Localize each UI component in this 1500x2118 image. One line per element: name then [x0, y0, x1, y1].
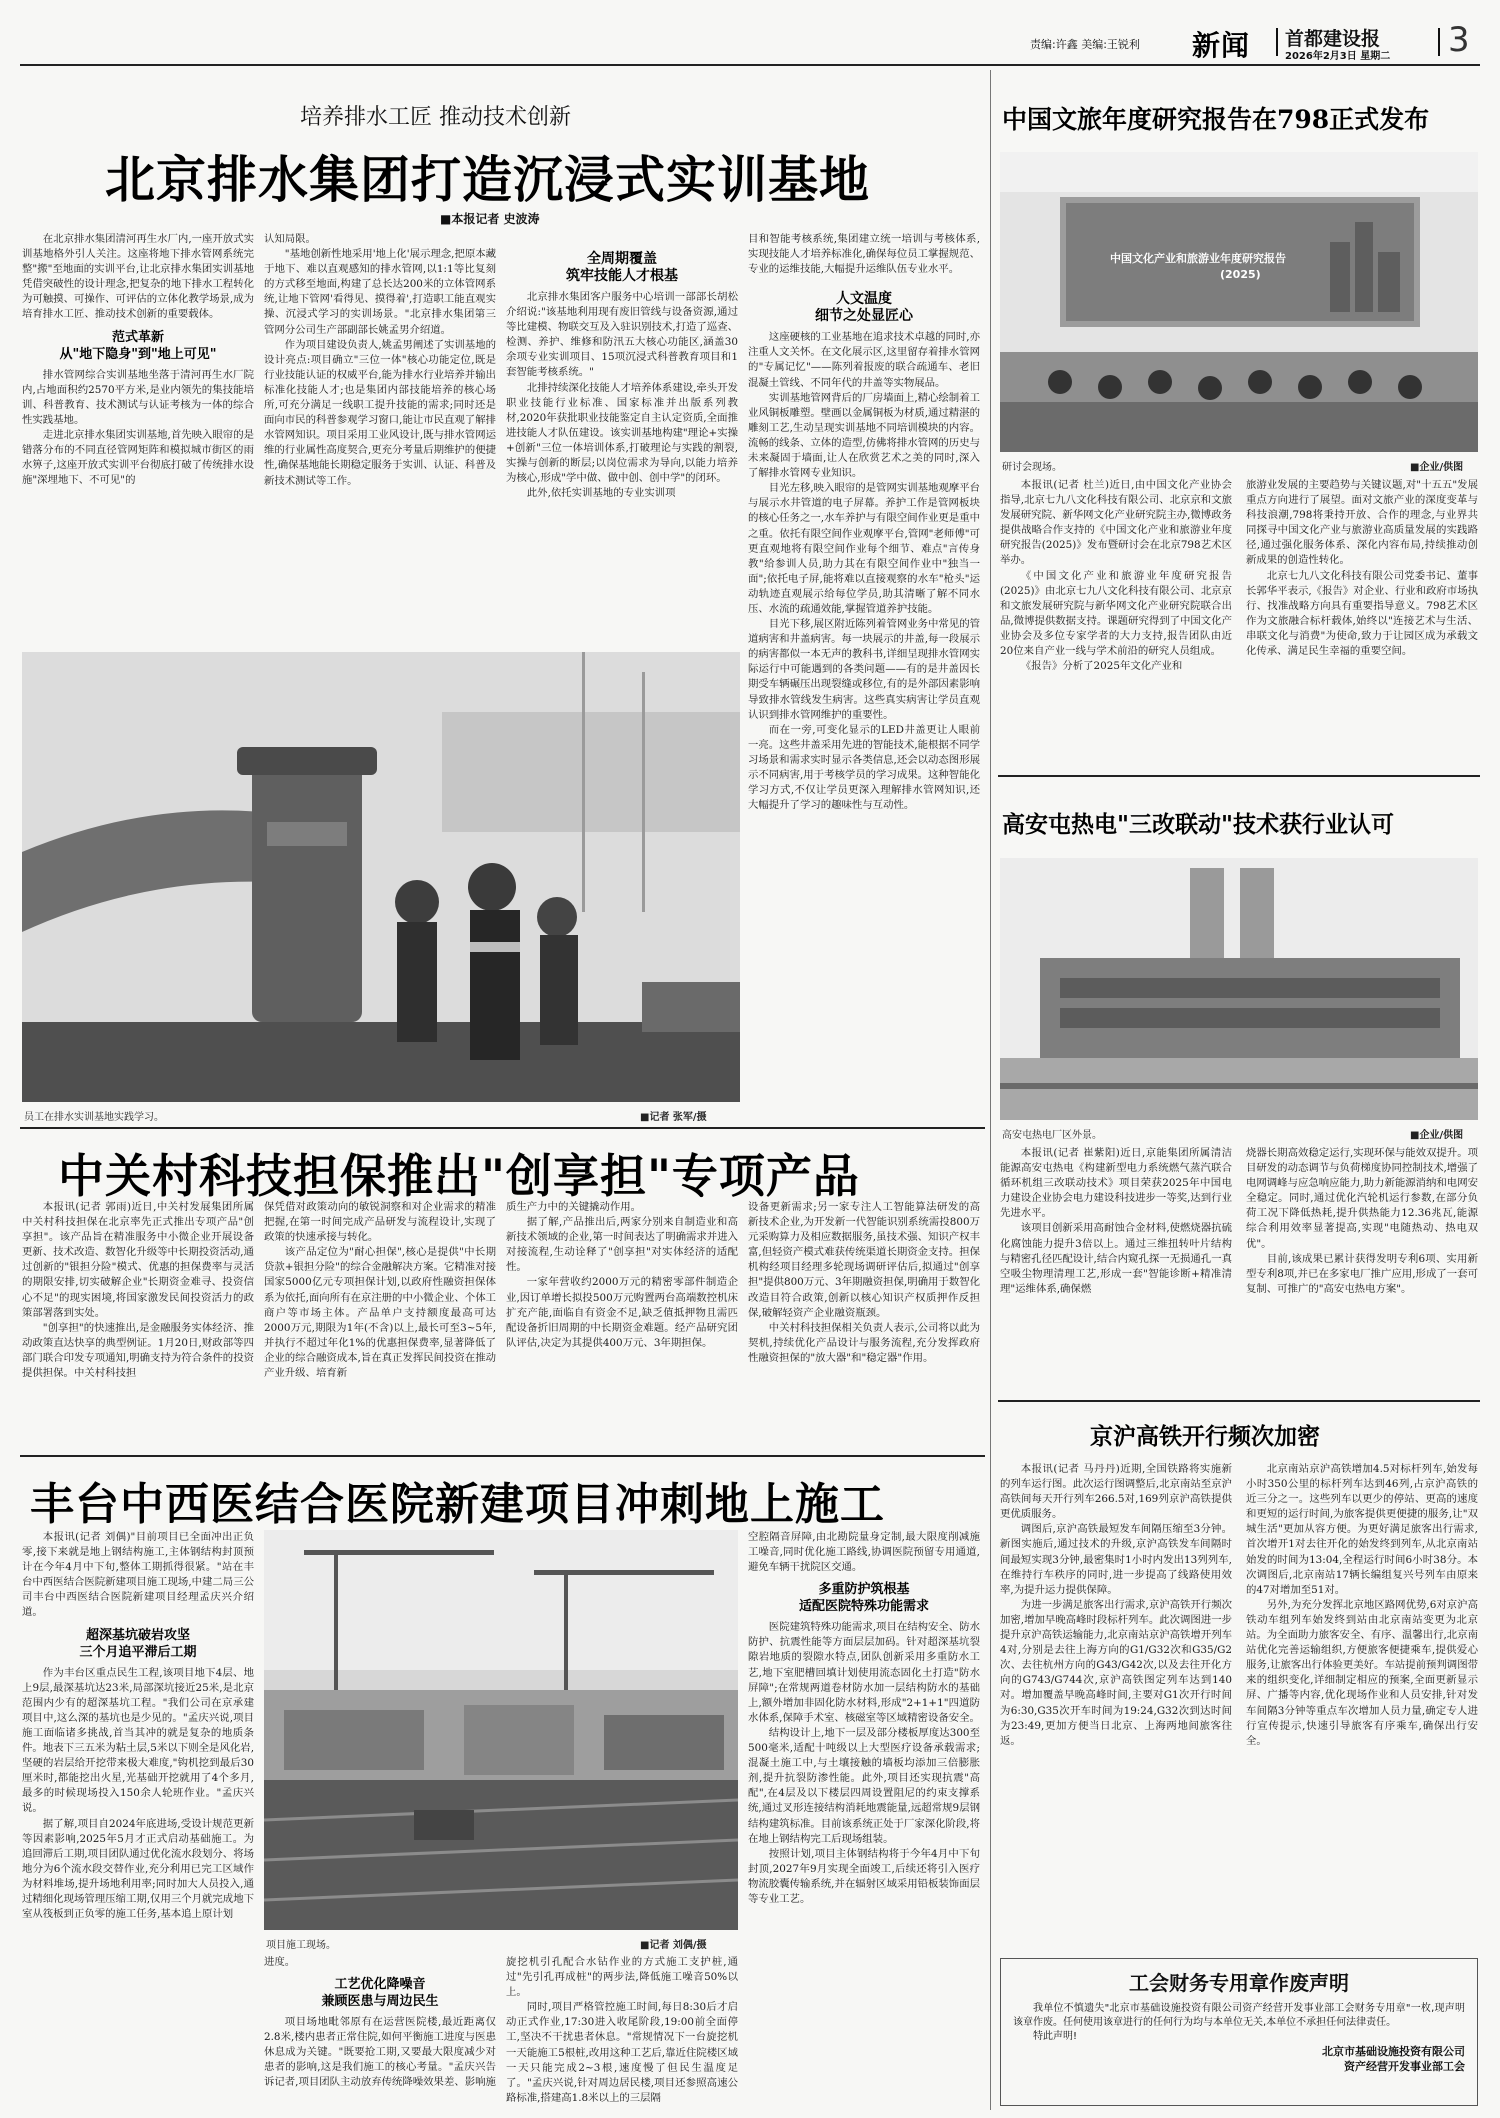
story5-paragraph: 该项目创新采用高耐蚀合金材料,使燃烧器抗硫化腐蚀能力提升3倍以上。通过三维扭转叶片结构与精密孔径匹配设计,结合内窥孔探一无损通孔一真空吸尘物理清理工艺,形成一套"智能诊断+精准清理"运维体系,确保燃 [1000, 1222, 1232, 1295]
story4-photo [1000, 152, 1478, 452]
story1-photo-caption: 员工在排水实训基地实践学习。 [24, 1112, 164, 1123]
story3-paragraph: 作为丰台区重点民生工程,该项目地下4层、地上9层,最深基坑达23米,局部深坑接近25米,是北京范围内少有的超深基坑工程。"我们公司在京承建项目中,这么深的基坑也是少见的。"孟庆兴说,项目施工面临诸多挑战,首当其冲的就是复杂的地质条件。地表下三五米为粘土层,5米以下则全是风化岩,坚硬的岩层给开挖带来极大难度,"钩机挖到最后30厘米时,都能挖出火星,光基础开挖就用了4个多月,最多的时候现场投入150余人轮班作业。"孟庆兴说。 [22, 1666, 254, 1815]
story3-paragraph: 旋挖机引孔配合水钻作业的方式施工支护桩,通过"先引孔再成桩"的两步法,降低施工噪音50%以上。 [506, 1956, 738, 1999]
story3-paragraph: 进度。 [264, 1956, 296, 1968]
story4-paragraph: 《中国文化产业和旅游业年度研究报告(2025)》由北京七九八文化科技有限公司、北京京和文旅发展研究院与新华网文化产业研究院联合出品,微博提供数据支持。课题研究得到了中国文化产业协会及多位专家学者的大力支持,报告团队由近20位来自产业一线与学术前沿的研究人员组成。 [1000, 569, 1232, 658]
story1-column-2 [264, 232, 496, 640]
story2-paragraph: 本报讯(记者 郭雨)近日,中关村发展集团所属中关村科技担保在北京率先正式推出专项产品"创享担"。该产品旨在精准服务中小微企业开展设备更新、技术改造、数智化升级等中长期投资活动,通过创新的"银担分险"模式、优惠的担保费率与灵活的期限安排,切实破解企业"长期资金难寻、投资信心不足"的现实困境,将国家激发民间投资活力的政策部署落到实处。 [22, 1201, 254, 1319]
story2-paragraph: 一家年营收约2000万元的精密零部件制造企业,因订单增长拟投500万元购置两台高端数控机床扩充产能,面临自有资金不足,缺乏值抵押物且需匹配设备折旧周期的中长期资金难题。经产品研究团队评估,决定为其提供400万元、3年期担保。 [506, 1276, 738, 1349]
story4-photo-credit: ■企业/供图 [1410, 462, 1464, 473]
power-plant-illustration [1000, 858, 1478, 1120]
story1-paragraph: 这座硬核的工业基地在追求技术卓越的同时,亦注重人文关怀。在文化展示区,这里留存着排水管网的"专属记忆"——陈列着报废的联合疏通车、老旧混凝土管线、不同年代的井盖等实物展品。 [748, 331, 980, 389]
story1-paragraph: "基地创新性地采用'地上化'展示理念,把原本藏于地下、难以直观感知的排水管网,以1:1等比复刻的方式移至地面,构建了总长达200米的立体管网系统,让地下管网'看得见、摸得着',打造职工能直观实操、沉浸式学习的实训场景。"北京排水集团第三管网分公司生产部副部长姚孟男介绍道。 [264, 248, 496, 336]
page-number: 3 [1448, 20, 1470, 60]
header-divider [1276, 28, 1278, 56]
story6-paragraph: 为进一步满足旅客出行需求,京沪高铁开行频次加密,增加早晚高峰时段标杆列车。此次调图进一步提升京沪高铁运输能力,北京南站京沪高铁增开列车4对,分别是去往上海方向的G1/G32次和G35/G2次、去往杭州方向的G43/G42次,以及去往开化方向的G743/G744次,京沪高铁图定列车达到140对。增加覆盖早晚高峰时间,主要对G1次开行时间为6:30,G35次开车时间为19:24,G32次到达时间为23:49,更加方便当日北京、上海两地间旅客往返。 [1000, 1598, 1232, 1747]
story5-photo-credit: ■企业/供图 [1410, 1130, 1464, 1141]
screen-title: 中国文化产业和旅游业年度研究报告 [1110, 252, 1286, 265]
notice-ending: 特此声明! [1033, 2031, 1078, 2042]
story5-photo-caption: 高安屯热电厂区外景。 [1002, 1130, 1102, 1141]
story1-paragraph: 目和智能考核系统,集团建立统一培训与考核体系,实现技能人才培养标准化,确保每位员工掌握规范、专业的运维技能,大幅提升运维队伍专业水平。 [748, 233, 980, 276]
story5-bottom-rule [998, 1400, 1480, 1402]
story3-paragraph: 项目场地毗邻原有在运营医院楼,最近距离仅2.8米,楼内患者正常住院,如何平衡施工进度与医患休息成为关键。"既要抢工期,又要最大限度减少对患者的影响,这是我们施工的核心考量。"孟庆兴告诉记者,项目团队主动放弃传统降噪效果差、影响施 [264, 2016, 496, 2089]
story4-headline: 中国文旅年度研究报告在798正式发布 [1002, 105, 1430, 134]
story1-subhead-2: 全周期覆盖 筑牢技能人才根基 [566, 251, 678, 284]
story1-column-4 [748, 232, 980, 1122]
training-base-illustration [22, 652, 740, 1102]
story2-paragraph: 质生产力中的关键撬动作用。 [506, 1201, 642, 1213]
notice-signature-company: 北京市基础设施投资有限公司 [1322, 2045, 1465, 2058]
story2-column-2 [264, 1200, 496, 1450]
story4-bottom-rule [998, 775, 1480, 777]
notice-body: 我单位不慎遗失"北京市基础设施投资有限公司资产经营开发事业部工会财务专用章"一枚,现声明该章作废。任何使用该章进行的任何行为均与本单位无关,本单位不承担任何法律责任。 [1013, 2003, 1465, 2028]
story2-paragraph: 据了解,产品推出后,两家分别来自制造业和高新技术领域的企业,第一时间表达了明确需求并进入对接流程,生动诠释了"创享担"对实体经济的适配性。 [506, 1216, 738, 1274]
story4-photo-caption: 研讨会现场。 [1002, 462, 1062, 473]
story3-column-4 [748, 1530, 980, 2110]
story6-paragraph: 本报讯(记者 马丹丹)近期,全国铁路将实施新的列车运行图。此次运行图调整后,北京南站至京沪高铁间每天开行列车266.5对,169列京沪高铁提供更优质服务。 [1000, 1463, 1232, 1521]
column-divider [990, 70, 991, 2110]
story1-paragraph: 在北京排水集团清河再生水厂内,一座开放式实训基地格外引人关注。这座将地下排水管网系统完整"搬"至地面的实训平台,让北京排水集团实训基地凭借突破性的设计理念,把复杂的地下排水工程转化为可触摸、可操作、可评估的立体化教学场景,成为培育排水工匠、推动技术创新的重要载体。 [22, 233, 254, 321]
story3-paragraph: 据了解,项目自2024年底进场,受设计规范更新等因素影响,2025年5月才正式启动基础施工。为追回滞后工期,项目团队通过优化流水段划分、将场地分为6个流水段交替作业,充分利用已完工区域作为材料堆场,提升场地利用率;同时加大人员投入,通过精细化现场管理压缩工期,仅用三个月就完成地下室从筏板到正负零的施工任务,基本追上原计划 [22, 1817, 254, 1921]
story3-column-2 [264, 1955, 496, 2110]
page-header [0, 0, 1500, 62]
story4-paragraph: 旅游业发展的主要趋势与关键议题,对"十五五"发展重点方向进行了展望。面对文旅产业的深度变革与科技浪潮,798将秉持开放、合作的理念,与业界共同探寻中国文化产业与旅游业高质量发展的实践路径,通过强化服务体系、深化内容布局,持续推动创新成果的创造性转化。 [1246, 479, 1478, 567]
story1-paragraph: 而在一旁,可变化显示的LED井盖更让人眼前一亮。这些井盖采用先进的智能技术,能根据不同学习场景和需求实时显示各类信息,还会以动态图形展示不同病害,用于考核学员的学习成果。这种智能化学习方式,不仅让学员更深入理解排水管网知识,还大幅提升了学习的趣味性与互动性。 [748, 723, 980, 812]
editor-credits: 责编:许鑫 美编:王锐利 [1030, 38, 1140, 51]
story6-paragraph: 北京南站京沪高铁增加4.5对标杆列车,始发每小时350公里的标杆列车达到46列,占京沪高铁的近三分之一。这些列车以更少的停站、更高的速度和更短的运行时间,为旅客提供更便捷的服务,让"双城生活"更加从容方便。为更好满足旅客出行需求,首次增开1对去往开化的始发终到列车,从北京南站始发的时间为13:04,全程运行时间6小时38分。本次调图后,北京南站17辆长编组复兴号列车由原来的47对增加至51对。 [1246, 1463, 1478, 1596]
story1-paragraph: 目光下移,展区附近陈列着管网业务中常见的管道病害和井盖病害。每一块展示的井盖,每一段展示的病害都似一本无声的教科书,详细呈现排水管网实际运行中可能遇到的各类问题——有的是井盖因长期受车辆碾压出现裂缝或移位,有的是外部因素影响导致排水管线发生病害。这些真实病害让学员直观认识到排水管网维护的重要性。 [748, 618, 980, 721]
story1-photo-credit: ■记者 张军/摄 [640, 1112, 707, 1123]
story3-subhead-3: 多重防护筑根基 适配医院特殊功能需求 [798, 1582, 929, 1615]
story1-paragraph: 北排持续深化技能人才培养体系建设,牵头开发职业技能行业标准、国家标准并出版系列教材,2020年获批职业技能鉴定自主认定资质,全面推进技能人才队伍建设。该实训基地构建"理论+实操+创新"三位一体培训体系,打破理论与实践的割裂,实操与创新的断层;以岗位需求为导向,以能力培养为核心,形成"学中做、做中创、创中学"的闭环。 [506, 381, 738, 485]
story1-paragraph: 实训基地管网背后的厂房墙面上,精心绘制着工业风铜板雕塑。壁画以金属铜板为材质,通过精湛的雕刻工艺,生动呈现实训基地不同培训模块的内容。流畅的线条、立体的造型,仿佛将排水管网的历史与未来凝固于墙面,让人在欣赏艺术之美的同时,深入了解排水管网专业知识。 [748, 391, 980, 480]
story1-column-3 [506, 245, 738, 640]
story5-photo [1000, 858, 1478, 1120]
story3-paragraph: 结构设计上,地下一层及部分楼板厚度达300至500毫米,适配十吨级以上大型医疗设备承载需求;混凝土施工中,与土壤接触的墙板均添加三倍膨胀剂,提升抗裂防渗性能。此外,项目还实现抗震"高配",在4层及以下楼层四周设置阻尼的约束支撑系统,通过叉形连接结构消耗地震能量,远超常规9层钢结构建筑标准。目前该系统正处于厂家深化阶段,将在地上钢结构完工后现场组装。 [748, 1726, 980, 1845]
story3-column-3 [506, 1955, 738, 2110]
paper-name: 首都建设报 [1285, 28, 1381, 50]
story1-bottom-rule [20, 1127, 985, 1129]
story1-kicker: 培养排水工匠 推动技术创新 [300, 105, 571, 130]
story1-paragraph: 此外,依托实训基地的专业实训项 [526, 487, 676, 500]
story3-subhead-1: 超深基坑破岩攻坚 三个月追平滞后工期 [79, 1627, 197, 1660]
header-rule [20, 64, 1480, 66]
story3-headline: 丰台中西医结合医院新建项目冲刺地上施工 [30, 1479, 885, 1530]
story1-paragraph: 作为项目建设负责人,姚孟男阐述了实训基地的设计亮点:项目确立"三位一体"核心功能定位,既是行业技能认证的权威平台,能为排水行业培养并输出标准化技能人才;也是集团内部技能培养的核心场所,可充分满足一线职工提升技能的需求;同时还是面向市民的科普参观学习窗口,能让市民直观了解排水管网知识。项目采用工业风设计,既与排水管网运维的行业属性高度契合,更充分考量后期维护的便捷性,确保基地能长期稳定服务于实训、认证、科普及新技术测试等工作。 [264, 338, 496, 487]
story3-photo-caption: 项目施工现场。 [266, 1940, 336, 1951]
story3-paragraph: 同时,项目严格管控施工时间,每日8:30后才启动正式作业,17:30进入收尾阶段,19:00前全面停工,坚决不干扰患者休息。"常规情况下一台旋挖机一天能施工5根桩,改用这种工艺后,靠近住院楼区域一天只能完成2~3根,速度慢了但民生温度足了。"孟庆兴说,针对周边居民楼,项目还参照高速公路标准,搭建高1.8米以上的三层隔 [506, 2001, 738, 2104]
story2-paragraph: 该产品定位为"耐心担保",核心是提供"中长期贷款+银担分险"的综合金融解决方案。它精准对接国家5000亿元专项担保计划,以政府性融资担保体系为依托,面向所有在京注册的中小微企业、个体工商户等市场主体。产品单户支持额度最高可达2000万元,期限为1年(不含)以上,最长可至3~5年,并执行不超过年化1%的优惠担保费率,显著降低了企业的综合融资成本,旨在真正发挥民间投资在推动产业升级、培育新 [264, 1246, 496, 1380]
story5-column-2 [1246, 1146, 1478, 1396]
story6-headline: 京沪高铁开行频次加密 [1090, 1423, 1320, 1450]
notice-box [1000, 1958, 1478, 2106]
story6-paragraph: 调图后,京沪高铁最短发车间隔压缩至3分钟。新图实施后,通过技术的升级,京沪高铁发车间隔时间最短实现3分钟,最密集时1小时内发出13列列车,在维持行车秩序的同时,进一步提高了线路使用效率,为提升运力提供保障。 [1000, 1523, 1232, 1596]
story2-bottom-rule [20, 1455, 985, 1457]
story3-subhead-2: 工艺优化降噪音 兼顾医患与周边民生 [321, 1977, 439, 2010]
story4-paragraph: 本报讯(记者 杜兰)近日,由中国文化产业协会指导,北京七九八文化科技有限公司、北京京和文旅发展研究院、新华网文化产业研究院主办,微博政务提供战略合作支持的《中国文化产业和旅游业年度研究报告(2025)》发布暨研讨会在北京798艺术区举办。 [1000, 479, 1232, 567]
screen-subtitle: (2025) [1220, 268, 1261, 281]
story5-headline: 高安屯热电"三改联动"技术获行业认可 [1002, 811, 1394, 838]
story3-paragraph: 医院建筑特殊功能需求,项目在结构安全、防水防护、抗震性能等方面层层加码。针对超深基坑裂隙岩地质的裂隙水特点,团队创新采用多重防水工艺,地下室肥槽回填计划使用流态固化土打造"防水屏障";在常规两道卷材防水加一层结构防水的基础上,额外增加非固化防水材料,形成"2+1+1"四道防水体系,保障手术室、核磁室等区域精密设备安全。 [748, 1621, 980, 1724]
story4-paragraph: 《报告》分析了2025年文化产业和 [1020, 660, 1183, 673]
story1-photo [22, 652, 740, 1102]
construction-site-illustration [264, 1530, 738, 1930]
story2-column-1 [22, 1200, 254, 1450]
story2-paragraph: 中关村科技担保相关负责人表示,公司将以此为契机,持续优化产品设计与服务流程,充分发挥政府性融资担保的"放大器"和"稳定器"作用。 [748, 1321, 980, 1364]
story1-subhead-3: 人文温度 细节之处显匠心 [815, 291, 913, 325]
story1-subhead-1: 范式革新 从"地下隐身"到"地上可见" [59, 329, 217, 362]
story1-paragraph: 走进北京排水集团实训基地,首先映入眼帘的是错落分布的不同直径管网矩阵和模拟城市街区的雨水箅子,这座开放式实训平台彻底打破了传统排水设施"深埋地下、不可见"的 [22, 428, 254, 487]
story4-column-1 [1000, 478, 1232, 768]
page-divider [1438, 28, 1440, 56]
story3-column-1 [22, 1530, 254, 2108]
section-name: 新闻 [1192, 29, 1251, 62]
story5-column-1 [1000, 1146, 1232, 1396]
issue-date: 2026年2月3日 星期二 [1285, 51, 1391, 62]
story3-paragraph: 本报讯(记者 刘偶)"目前项目已全面冲出正负零,接下来就是地上钢结构施工,主体钢结构封顶预计在今年4月中下旬,整体工期抓得很紧。"站在丰台中西医结合医院新建项目施工现场,中建二局三公司丰台中西医结合医院新建项目经理孟庆兴介绍道。 [22, 1531, 254, 1619]
story1-column-1 [22, 232, 254, 640]
story1-headline: 北京排水集团打造沉浸式实训基地 [105, 150, 870, 209]
story2-column-4 [748, 1200, 980, 1450]
conference-illustration [1000, 152, 1478, 452]
story2-headline: 中关村科技担保推出"创享担"专项产品 [58, 1149, 860, 1203]
story3-photo [264, 1530, 738, 1930]
story1-byline: ■本报记者 史波涛 [440, 212, 540, 226]
notice-signature-union: 资产经营开发事业部工会 [1344, 2060, 1465, 2073]
story6-column-2 [1246, 1462, 1478, 1947]
story3-photo-credit: ■记者 刘偶/摄 [640, 1940, 707, 1951]
story4-column-2 [1246, 478, 1478, 768]
story1-paragraph: 北京排水集团客户服务中心培训一部部长胡松介绍说:"该基地利用现有废旧管线与设备资源,通过等比建模、物联交互及入驻识别技术,打造了巡查、检测、养护、维修和防汛五大核心功能区,涵盖30余项专业实训项目、15项沉浸式科普教育项目和1套智能考核系统。" [506, 291, 738, 379]
notice-title: 工会财务专用章作废声明 [1129, 1971, 1349, 1995]
story6-paragraph: 另外,为充分发挥北京地区路网优势,6对京沪高铁动车组列车始发终到站由北京南站变更为北京站。为全面助力旅客安全、有序、温馨出行,北京南站优化完善运输组织,方便旅客便捷乘车,提供爱心服务,让旅客出行体验更美好。车站提前预判调图带来的组织变化,详细制定相应的预案,全面更新显示屏、广播等内容,优化现场作业和人员安排,针对发车间隔3分钟等重点车次增加人员力量,确定专人进行宣传提示,快速引导旅客有序乘车,确保出行安全。 [1246, 1598, 1478, 1747]
story6-column-1 [1000, 1462, 1232, 1947]
story3-paragraph: 按照计划,项目主体钢结构将于今年4月中下旬封顶,2027年9月实现全面竣工,后续还将引入医疗物流胶囊传输系统,并在辐射区域采用铅板装饰面层等专业工艺。 [748, 1847, 980, 1905]
story2-column-3 [506, 1200, 738, 1450]
story1-paragraph: 认知局限。 [264, 233, 316, 245]
story5-paragraph: 本报讯(记者 崔紫阳)近日,京能集团所属清洁能源高安屯热电《构建新型电力系统燃气蒸汽联合循环机组三改联动技术》项目荣获2025年中国电力建设企业协会电力建设科技进步一等奖,达到行业先进水平。 [1000, 1147, 1232, 1220]
story2-paragraph: 保凭借对政策动向的敏锐洞察和对企业需求的精准把握,在第一时间完成产品研发与流程设计,实现了政策的快速承接与转化。 [264, 1201, 496, 1244]
story5-paragraph: 目前,该成果已累计获得发明专利6项、实用新型专利8项,并已在多家电厂推广应用,形成了一套可复制、可推广的"高安屯热电方案"。 [1246, 1252, 1478, 1295]
story1-paragraph: 排水管网综合实训基地坐落于清河再生水厂院内,占地面积约2570平方米,是业内领先的集技能培训、科普教育、技术测试与认证考核为一体的综合性实践基地。 [22, 368, 254, 426]
story1-paragraph: 目光左移,映入眼帘的是管网实训基地观摩平台与展示水井管道的电子屏幕。养护工作是管网板块的核心任务之一,水车养护与有限空间作业更是重中之重。依托有限空间作业观摩平台,管网"老师傅"可更直观地将有限空间作业每个细节、难点"言传身教"给参训人员,助力其在有限空间作业中"独当一面";依托电子屏,能将难以直接观察的水车"枪头"运动轨迹直观展示给每位学员,助其清晰了解不同水压、水流的疏通效能,掌握管道养护技能。 [748, 482, 980, 615]
story3-paragraph: 空腔隔音屏障,由北勘院量身定制,最大限度削减施工噪音,同时优化施工路线,协调医院预留专用通道,避免车辆干扰院区交通。 [748, 1531, 980, 1574]
story2-paragraph: "创享担"的快速推出,是金融服务实体经济、推动政策直达快享的典型例证。1月20日,财政部等四部门联合印发专项通知,明确支持为符合条件的投资提供担保。中关村科技担 [22, 1321, 254, 1380]
story4-paragraph: 北京七九八文化科技有限公司党委书记、董事长郭华平表示,《报告》对企业、行业和政府市场执行、找准战略方向具有重要指导意义。798艺术区作为文旅融合标杆载体,始终以"连接艺术与生活、串联文化与消费"为使命,致力于让园区成为承载文化传承、满足民生幸福的重要空间。 [1246, 569, 1478, 658]
story5-paragraph: 烧器长期高效稳定运行,实现环保与能效双提升。项目研发的动态调节与负荷梯度协同控制技术,增强了电网调峰与应急响应能力,助力新能源消纳和电网安全稳定。同时,通过优化汽轮机运行参数,在部分负荷工况下降低热耗,提升供热能力12.36兆瓦,能源综合利用效率显著提高,实现"电随热动、热电双优"。 [1246, 1147, 1478, 1250]
story2-paragraph: 设备更新需求;另一家专注人工智能算法研发的高新技术企业,为开发新一代智能识别系统需投800万元采购算力及相应数据服务,虽技术强、知识产权丰富,但轻资产模式难获传统渠道长期资金支持。担保机构经项目经理多轮现场调研评估后,拟通过"创享担"提供800万元、3年期融资担保,明确用于数智化改造目符合政策,创新以核心知识产权质押作反担保,破解轻资产企业融资瓶颈。 [748, 1201, 980, 1319]
